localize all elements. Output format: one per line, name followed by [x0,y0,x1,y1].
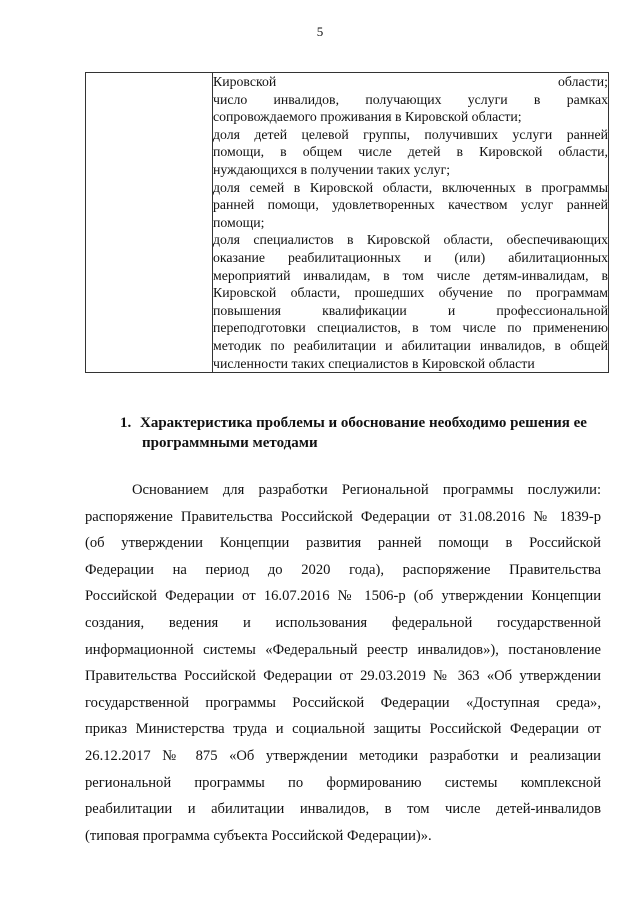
section-title-line1: Характеристика проблемы и обоснование необходимо решения ее [140,415,587,431]
table-text-line: помощи, в общем числе детей в Кировской области, [213,144,608,160]
paragraph-line: (типовая программа субъекта Российской Федерации)». [85,827,432,844]
paragraph-line: Правительства Российской Федерации от 29.03.2019 № 363 «Об утверждении [85,668,601,685]
table-text-line: доля детей целевой группы, получивших услуги ранней [213,126,608,142]
paragraph-line: Российской Федерации от 16.07.2016 № 1506-р (об утверждении Концепции [85,588,601,605]
paragraph-line: 26.12.2017 № 875 «Об утверждении методики разработки и реализации [85,747,601,764]
paragraph-line: государственной программы Российской Федерации «Доступная среда», [85,694,601,711]
section-heading [120,413,600,453]
page-number: 5 [316,24,324,39]
table-text-line: повышения квалификации и профессиональной [213,302,608,318]
paragraph-line: Федерации на период до 2020 года), распоряжение Правительства [85,561,601,578]
table-text-line: Кировской области; [213,74,608,89]
paragraph-line: приказ Министерства труда и социальной защиты Российской Федерации от [85,721,601,738]
paragraph-line: реабилитации и абилитации инвалидов, в том числе детей-инвалидов [85,801,601,818]
table-text-line: мероприятий инвалидам, в том числе детям-инвалидам, в [213,267,608,283]
table-text-line: нуждающихся в получении таких услуг; [213,161,451,177]
paragraph-line: информационной системы «Федеральный реестр инвалидов»), постановление [85,641,601,658]
table-text-line: ранней помощи, удовлетворенных качеством услуг ранней [213,197,608,213]
table-text-line: доля специалистов в Кировской области, обеспечивающих [213,232,608,248]
paragraph-line: (об утверждении Концепции развития ранней помощи в Российской [85,535,601,552]
table-text-line: помощи; [213,214,265,230]
table-text-line: число инвалидов, получающих услуги в рамках [213,91,608,107]
table-text-line: переподготовки специалистов, в том числе по применению [213,320,608,336]
section-heading-line1 [120,413,600,433]
body-paragraph [85,477,601,849]
table-text-line: доля семей в Кировской области, включенных в программы [213,179,608,195]
paragraph-line: распоряжение Правительства Российской Федерации от 31.08.2016 № 1839-р [85,508,601,525]
paragraph-line: Основанием для разработки Региональной программы послужили: [132,482,601,498]
table-cell-empty [86,73,213,373]
table-row [86,73,609,373]
table-cell-indicators [213,73,609,373]
table-text-line: сопровождаемого проживания в Кировской области; [213,109,522,125]
table-text-line: методик по реабилитации и абилитации инвалидов, в общей [213,337,608,353]
indicator-list [213,73,608,372]
table-text-line: оказание реабилитационных и (или) абилитационных [213,249,608,265]
continued-table [85,72,609,373]
paragraph-line: создания, ведения и использования федеральной государственной [85,614,601,631]
table-text-line: численности таких специалистов в Кировской области [213,355,535,371]
table-text-line: Кировской области, прошедших обучение по программам [213,285,608,301]
section-number: 1. [120,415,132,431]
paragraph-line: региональной программы по формированию системы комплексной [85,774,601,791]
section-title-line2: программными методами [142,435,318,451]
